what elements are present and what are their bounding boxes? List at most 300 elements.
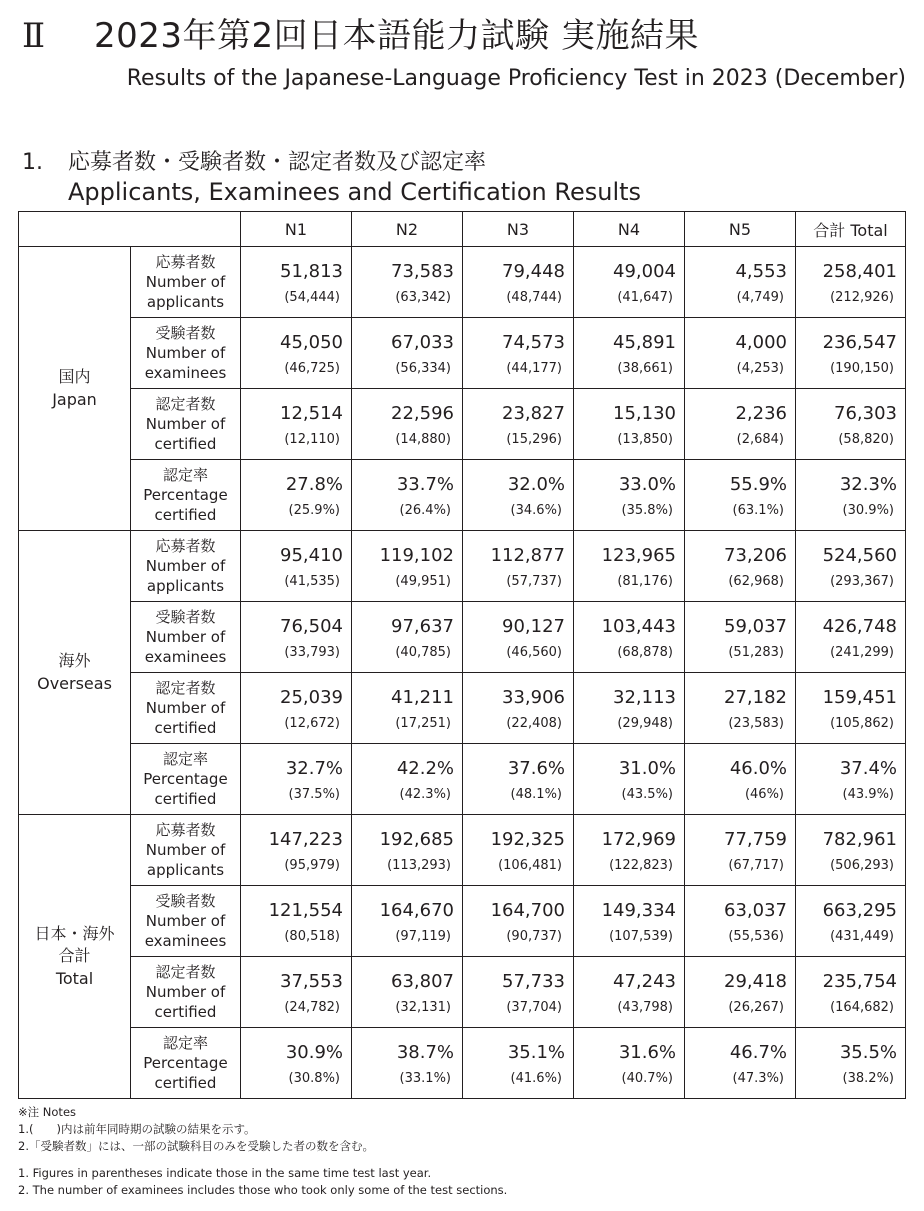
metric-label-cell [131,247,241,318]
value-cell [241,247,352,318]
table-row [19,673,906,744]
metric-name-en-1: Number of [145,343,226,362]
metric-name-jp: 受験者数 [155,323,216,342]
value-cell [352,673,463,744]
metric-name-en-1: Number of [145,556,226,575]
current-value: 119,102 [379,545,454,566]
current-value: 235,754 [822,971,897,992]
page-title-jp: 2023年第2回日本語能力試験 実施結果 [94,16,699,56]
value-cell [352,531,463,602]
value-cell [463,318,574,389]
value-cell [796,318,906,389]
value-cell [352,886,463,957]
previous-value: (122,823) [609,858,673,873]
value-cell [685,673,796,744]
previous-value: (41,647) [617,290,673,305]
value-cell [352,1028,463,1099]
current-value: 95,410 [280,545,343,566]
table-header-row [19,212,906,247]
region-name-en-2: Total [55,968,94,988]
previous-value: (46%) [744,787,784,802]
value-cell [241,886,352,957]
metric-name-jp: 受験者数 [155,607,216,626]
current-value: 23,827 [502,403,565,424]
previous-value: (241,299) [830,645,894,660]
value-cell [685,389,796,460]
previous-value: (33,793) [284,645,340,660]
metric-name-en-1: Percentage [143,769,228,788]
table-row [19,1028,906,1099]
previous-value: (37.5%) [288,787,340,802]
metric-name-en-2: examinees [144,364,227,383]
previous-value: (43,798) [617,1000,673,1015]
note-jp-2: 2.「受験者数」には、一部の試験科目のみを受験した者の数を含む。 [18,1139,374,1153]
document-header [18,8,908,91]
current-value: 159,451 [822,687,897,708]
value-cell [796,744,906,815]
value-cell [796,815,906,886]
column-header: N2 [352,212,463,247]
value-cell [685,957,796,1028]
value-cell [241,957,352,1028]
section-number: 1. [22,150,43,175]
current-value: 55.9% [729,474,787,495]
value-cell [352,460,463,531]
table-row [19,744,906,815]
previous-value: (4,253) [736,361,784,376]
current-value: 2,236 [735,403,787,424]
value-cell [463,1028,574,1099]
value-cell [352,815,463,886]
current-value: 121,554 [268,900,343,921]
previous-value: (63,342) [395,290,451,305]
chapter-number: Ⅱ [22,16,46,56]
value-cell [685,602,796,673]
table-row [19,318,906,389]
previous-value: (38,661) [617,361,673,376]
region-name-jp: 日本・海外 [34,923,115,943]
previous-value: (46,560) [506,645,562,660]
section-title-jp: 応募者数・受験者数・認定者数及び認定率 [68,150,487,175]
title-row [18,8,908,60]
previous-value: (106,481) [498,858,562,873]
previous-value: (63.1%) [732,503,784,518]
metric-name-en-2: certified [154,790,217,809]
metric-name-en-1: Number of [145,698,226,717]
current-value: 32,113 [613,687,676,708]
value-cell [574,389,685,460]
metric-name-jp: 応募者数 [155,536,216,555]
section-title-jp-row [22,145,641,176]
previous-value: (44,177) [506,361,562,376]
previous-value: (58,820) [838,432,894,447]
current-value: 32.0% [507,474,565,495]
region-name-jp: 海外 [58,651,91,671]
table-row [19,815,906,886]
table-row [19,886,906,957]
current-value: 782,961 [822,829,897,850]
value-cell [685,815,796,886]
previous-value: (212,926) [830,290,894,305]
metric-name-jp: 受験者数 [155,891,216,910]
value-cell [241,744,352,815]
value-cell [574,886,685,957]
previous-value: (33.1%) [399,1071,451,1086]
previous-value: (41.6%) [510,1071,562,1086]
previous-value: (30.9%) [842,503,894,518]
value-cell [685,247,796,318]
current-value: 33,906 [502,687,565,708]
value-cell [685,1028,796,1099]
previous-value: (43.9%) [842,787,894,802]
section-title-en: Applicants, Examinees and Certification Results [68,178,642,206]
metric-name-en-2: certified [154,506,217,525]
value-cell [574,1028,685,1099]
previous-value: (23,583) [728,716,784,731]
current-value: 32.3% [839,474,897,495]
current-value: 192,325 [490,829,565,850]
table-row [19,460,906,531]
previous-value: (164,682) [830,1000,894,1015]
value-cell [574,602,685,673]
table-row [19,247,906,318]
metric-label-cell [131,460,241,531]
current-value: 63,807 [391,971,454,992]
current-value: 147,223 [268,829,343,850]
current-value: 42.2% [396,758,454,779]
previous-value: (37,704) [506,1000,562,1015]
previous-value: (35.8%) [621,503,673,518]
column-header: N1 [241,212,352,247]
column-header: N3 [463,212,574,247]
metric-name-en-2: applicants [146,577,225,596]
previous-value: (81,176) [617,574,673,589]
current-value: 90,127 [502,616,565,637]
previous-value: (293,367) [830,574,894,589]
value-cell [574,531,685,602]
previous-value: (95,979) [284,858,340,873]
value-cell [241,531,352,602]
previous-value: (51,283) [728,645,784,660]
current-value: 79,448 [502,261,565,282]
current-value: 164,700 [490,900,565,921]
value-cell [796,673,906,744]
previous-value: (40.7%) [621,1071,673,1086]
current-value: 67,033 [391,332,454,353]
current-value: 172,969 [601,829,676,850]
value-cell [463,531,574,602]
value-cell [241,318,352,389]
note-jp-1: 1.( )内は前年同時期の試験の結果を示す。 [18,1122,256,1136]
current-value: 73,583 [391,261,454,282]
previous-value: (68,878) [617,645,673,660]
previous-value: (97,119) [395,929,451,944]
previous-value: (29,948) [617,716,673,731]
previous-value: (46,725) [284,361,340,376]
value-cell [574,815,685,886]
current-value: 112,877 [490,545,565,566]
metric-label-cell [131,744,241,815]
previous-value: (49,951) [395,574,451,589]
previous-value: (42.3%) [399,787,451,802]
value-cell [796,602,906,673]
previous-value: (105,862) [830,716,894,731]
metric-name-en-1: Number of [145,414,226,433]
value-cell [574,673,685,744]
current-value: 149,334 [601,900,676,921]
previous-value: (34.6%) [510,503,562,518]
previous-value: (22,408) [506,716,562,731]
value-cell [796,389,906,460]
metric-label-cell [131,389,241,460]
note-en-1: 1. Figures in parentheses indicate those in the same time test last year. [18,1166,432,1180]
previous-value: (41,535) [284,574,340,589]
current-value: 37.4% [839,758,897,779]
value-cell [463,247,574,318]
previous-value: (506,293) [830,858,894,873]
metric-name-jp: 応募者数 [155,820,216,839]
previous-value: (26,267) [728,1000,784,1015]
previous-value: (4,749) [736,290,784,305]
value-cell [352,247,463,318]
previous-value: (62,968) [728,574,784,589]
value-cell [463,673,574,744]
value-cell [352,957,463,1028]
metric-name-jp: 認定率 [162,749,208,768]
current-value: 31.0% [618,758,676,779]
page-title-en: Results of the Japanese-Language Proficiency Test in 2023 (December) [126,66,906,91]
metric-name-en-2: examinees [144,648,227,667]
current-value: 35.5% [839,1042,897,1063]
current-value: 524,560 [822,545,897,566]
previous-value: (38.2%) [842,1071,894,1086]
current-value: 12,514 [280,403,343,424]
region-label-cell [19,247,131,531]
current-value: 35.1% [507,1042,565,1063]
metric-label-cell [131,318,241,389]
current-value: 123,965 [601,545,676,566]
notes [18,1104,507,1199]
previous-value: (67,717) [728,858,784,873]
current-value: 49,004 [613,261,676,282]
value-cell [352,389,463,460]
value-cell [241,389,352,460]
current-value: 45,891 [613,332,676,353]
region-label-cell [19,815,131,1099]
value-cell [352,744,463,815]
current-value: 59,037 [724,616,787,637]
current-value: 31.6% [618,1042,676,1063]
previous-value: (107,539) [609,929,673,944]
value-cell [685,460,796,531]
value-cell [241,602,352,673]
metric-name-en-2: certified [154,719,217,738]
value-cell [685,531,796,602]
metric-label-cell [131,957,241,1028]
metric-name-jp: 認定者数 [155,394,216,413]
metric-name-en-2: certified [154,1003,217,1022]
column-header: N4 [574,212,685,247]
metric-name-en-2: certified [154,1074,217,1093]
table-row [19,957,906,1028]
current-value: 27,182 [724,687,787,708]
previous-value: (12,672) [284,716,340,731]
note-en-2: 2. The number of examinees includes those who took only some of the test sections. [18,1183,508,1197]
value-cell [796,957,906,1028]
metric-name-en-1: Number of [145,272,226,291]
value-cell [463,602,574,673]
previous-value: (25.9%) [288,503,340,518]
current-value: 38.7% [396,1042,454,1063]
results-table [18,211,906,1099]
value-cell [796,460,906,531]
value-cell [574,318,685,389]
column-header: 合計 Total [796,212,906,247]
previous-value: (54,444) [284,290,340,305]
metric-label-cell [131,673,241,744]
current-value: 57,733 [502,971,565,992]
current-value: 22,596 [391,403,454,424]
value-cell [241,460,352,531]
value-cell [796,531,906,602]
current-value: 258,401 [822,261,897,282]
region-name-en: 合計 [58,946,91,966]
metric-name-en-2: applicants [146,293,225,312]
current-value: 45,050 [280,332,343,353]
metric-name-jp: 認定者数 [155,678,216,697]
previous-value: (57,737) [506,574,562,589]
region-name-jp: 国内 [58,367,91,387]
notes-heading: ※注 Notes [18,1105,77,1119]
previous-value: (40,785) [395,645,451,660]
metric-label-cell [131,815,241,886]
metric-name-en-2: examinees [144,932,227,951]
metric-name-jp: 認定率 [162,465,208,484]
metric-name-en-1: Number of [145,982,226,1001]
metric-name-en-1: Percentage [143,485,228,504]
previous-value: (43.5%) [621,787,673,802]
value-cell [463,815,574,886]
previous-value: (47.3%) [732,1071,784,1086]
current-value: 4,000 [735,332,787,353]
value-cell [796,247,906,318]
metric-label-cell [131,1028,241,1099]
column-header: N5 [685,212,796,247]
region-name-en: Japan [52,389,97,409]
metric-name-en-1: Number of [145,840,226,859]
value-cell [685,886,796,957]
metric-label-cell [131,886,241,957]
metric-name-en-1: Percentage [143,1053,228,1072]
current-value: 77,759 [724,829,787,850]
value-cell [241,1028,352,1099]
previous-value: (30.8%) [288,1071,340,1086]
previous-value: (56,334) [395,361,451,376]
current-value: 32.7% [285,758,343,779]
metric-name-en-2: applicants [146,861,225,880]
value-cell [463,389,574,460]
current-value: 25,039 [280,687,343,708]
previous-value: (14,880) [395,432,451,447]
previous-value: (24,782) [284,1000,340,1015]
previous-value: (113,293) [387,858,451,873]
current-value: 192,685 [379,829,454,850]
current-value: 33.7% [396,474,454,495]
current-value: 97,637 [391,616,454,637]
value-cell [574,247,685,318]
previous-value: (2,684) [736,432,784,447]
previous-value: (12,110) [284,432,340,447]
previous-value: (80,518) [284,929,340,944]
metric-name-jp: 応募者数 [155,252,216,271]
current-value: 74,573 [502,332,565,353]
current-value: 29,418 [724,971,787,992]
current-value: 76,303 [834,403,897,424]
current-value: 33.0% [618,474,676,495]
current-value: 76,504 [280,616,343,637]
previous-value: (90,737) [506,929,562,944]
table-row [19,531,906,602]
current-value: 46.7% [729,1042,787,1063]
previous-value: (17,251) [395,716,451,731]
previous-value: (48,744) [506,290,562,305]
region-label-cell [19,531,131,815]
table-corner-cell [19,212,241,247]
value-cell [574,460,685,531]
value-cell [352,602,463,673]
current-value: 164,670 [379,900,454,921]
current-value: 37.6% [507,758,565,779]
value-cell [463,460,574,531]
previous-value: (32,131) [395,1000,451,1015]
value-cell [241,673,352,744]
current-value: 73,206 [724,545,787,566]
table-row [19,602,906,673]
current-value: 63,037 [724,900,787,921]
metric-name-en-2: certified [154,435,217,454]
metric-label-cell [131,531,241,602]
value-cell [352,318,463,389]
previous-value: (48.1%) [510,787,562,802]
value-cell [463,957,574,1028]
metric-name-jp: 認定率 [162,1033,208,1052]
value-cell [463,744,574,815]
value-cell [796,886,906,957]
value-cell [574,744,685,815]
metric-label-cell [131,602,241,673]
value-cell [574,957,685,1028]
current-value: 27.8% [285,474,343,495]
section-heading [22,145,641,206]
current-value: 41,211 [391,687,454,708]
current-value: 426,748 [822,616,897,637]
metric-name-jp: 認定者数 [155,962,216,981]
region-name-en: Overseas [37,673,112,693]
current-value: 46.0% [729,758,787,779]
previous-value: (55,536) [728,929,784,944]
metric-name-en-1: Number of [145,627,226,646]
previous-value: (13,850) [617,432,673,447]
table-row [19,389,906,460]
previous-value: (431,449) [830,929,894,944]
previous-value: (26.4%) [399,503,451,518]
current-value: 4,553 [735,261,787,282]
current-value: 236,547 [822,332,897,353]
value-cell [463,886,574,957]
current-value: 663,295 [822,900,897,921]
current-value: 103,443 [601,616,676,637]
current-value: 47,243 [613,971,676,992]
